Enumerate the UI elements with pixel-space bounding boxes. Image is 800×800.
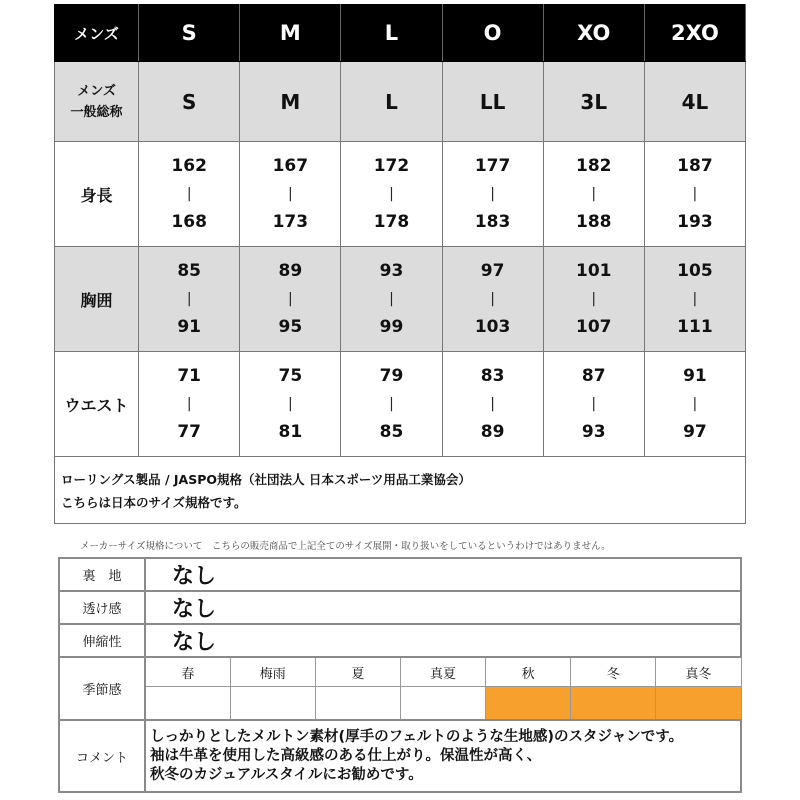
- season-name-cell: 春: [145, 657, 230, 687]
- general-size-cell: 3L: [543, 62, 644, 142]
- range-separator: |: [591, 396, 597, 412]
- height-min: 172: [373, 156, 410, 176]
- range-separator: |: [186, 291, 192, 307]
- range-separator: |: [287, 396, 293, 412]
- sheer-value: なし: [145, 591, 741, 624]
- chest-min: 105: [677, 261, 713, 281]
- season-indicator-cell: [656, 687, 741, 721]
- season-header-row: [59, 657, 741, 687]
- waist-range-cell: [644, 352, 745, 457]
- size-o-header: O: [442, 5, 543, 62]
- lining-label: 裏 地: [59, 558, 145, 591]
- season-name-cell: 真冬: [656, 657, 741, 687]
- height-max: 173: [272, 212, 309, 232]
- waist-max: 97: [683, 422, 707, 442]
- general-size-label: [55, 62, 139, 142]
- size-xo-header: XO: [543, 5, 644, 62]
- height-min: 162: [171, 156, 207, 176]
- season-indicator-cell: [145, 687, 230, 721]
- waist-min: 75: [278, 366, 303, 386]
- general-size-cell: 4L: [644, 62, 745, 142]
- comment-line3: 秋冬のカジュアルスタイルにお勧めです。: [150, 766, 423, 783]
- size-standard-note: [55, 457, 746, 524]
- chest-range-cell: [240, 247, 341, 352]
- height-max: 178: [373, 212, 410, 232]
- header-label: メンズ: [55, 5, 139, 62]
- height-range-cell: [139, 142, 240, 247]
- comment-line2: 袖は牛革を使用した高級感のある仕上がり。保温性が高く、: [150, 747, 542, 764]
- stretch-value: なし: [145, 624, 741, 657]
- comment-label: コメント: [59, 720, 145, 792]
- range-separator: |: [591, 291, 597, 307]
- range-separator: |: [692, 291, 698, 307]
- season-indicator-cell: [400, 687, 485, 721]
- range-separator: |: [389, 396, 394, 412]
- chest-range-cell: [341, 247, 442, 352]
- stretch-label: 伸縮性: [59, 624, 145, 657]
- waist-row: [55, 352, 746, 457]
- size-l-header: L: [341, 5, 442, 62]
- season-name-cell: 真夏: [400, 657, 485, 687]
- chest-max: 103: [474, 317, 511, 337]
- season-indicator-cell: [571, 687, 656, 721]
- range-separator: |: [186, 186, 192, 202]
- product-info-table: [58, 557, 742, 793]
- season-name-cell: 夏: [315, 657, 400, 687]
- chest-range-cell: [442, 247, 543, 352]
- waist-max: 93: [581, 422, 606, 442]
- waist-max: 77: [177, 422, 202, 442]
- chest-max: 95: [278, 317, 303, 337]
- waist-max: 85: [379, 422, 404, 442]
- waist-label: ウエスト: [55, 352, 139, 457]
- range-separator: |: [490, 291, 495, 307]
- waist-min: 87: [581, 366, 606, 386]
- range-separator: |: [692, 186, 698, 202]
- waist-max: 81: [278, 422, 303, 442]
- size-disclaimer: メーカーサイズ規格について こちらの販売商品で上記全てのサイズ展開・取り扱いをしているというわけではありません。: [80, 541, 611, 552]
- general-size-row: [55, 62, 746, 142]
- height-range-cell: [543, 142, 644, 247]
- chest-range-cell: [644, 247, 745, 352]
- general-size-cell: LL: [442, 62, 543, 142]
- height-max: 188: [575, 212, 612, 232]
- lining-row: [59, 558, 741, 591]
- height-range-cell: [442, 142, 543, 247]
- season-indicator-cell: [315, 687, 400, 721]
- waist-min: 79: [379, 366, 404, 386]
- chest-label: 胸囲: [55, 247, 139, 352]
- season-label: 季節感: [59, 657, 145, 720]
- height-min: 182: [575, 156, 612, 176]
- stretch-row: [59, 624, 741, 657]
- season-name-cell: 秋: [486, 657, 571, 687]
- general-label-line1: メンズ: [77, 83, 116, 99]
- sheer-row: [59, 591, 741, 624]
- waist-range-cell: [543, 352, 644, 457]
- lining-value: なし: [145, 558, 741, 591]
- height-range-cell: [644, 142, 745, 247]
- chest-max: 111: [677, 317, 713, 337]
- sheer-label: 透け感: [59, 591, 145, 624]
- waist-range-cell: [442, 352, 543, 457]
- height-range-cell: [341, 142, 442, 247]
- range-separator: |: [490, 396, 495, 412]
- season-name-cell: 冬: [571, 657, 656, 687]
- size-s-header: S: [139, 5, 240, 62]
- waist-range-cell: [341, 352, 442, 457]
- chest-min: 89: [278, 261, 303, 281]
- chest-min: 97: [480, 261, 505, 281]
- general-label-line2: 一般総称: [70, 104, 123, 120]
- waist-range-cell: [139, 352, 240, 457]
- chest-max: 99: [379, 317, 404, 337]
- waist-min: 83: [480, 366, 505, 386]
- chest-min: 101: [575, 261, 612, 281]
- size-2xo-header: 2XO: [644, 5, 745, 62]
- range-separator: |: [287, 186, 293, 202]
- season-value-row: [59, 687, 741, 721]
- comment-row: [59, 720, 741, 792]
- chest-range-cell: [543, 247, 644, 352]
- height-label: 身長: [55, 142, 139, 247]
- general-size-cell: S: [139, 62, 240, 142]
- size-chart-table: [54, 4, 746, 524]
- season-name-cell: 梅雨: [230, 657, 315, 687]
- range-separator: |: [186, 396, 192, 412]
- range-separator: |: [591, 186, 597, 202]
- comment-text: [145, 720, 741, 792]
- waist-min: 71: [177, 366, 202, 386]
- range-separator: |: [287, 291, 293, 307]
- chest-min: 85: [177, 261, 202, 281]
- height-max: 183: [474, 212, 511, 232]
- height-max: 168: [171, 212, 207, 232]
- general-size-cell: M: [240, 62, 341, 142]
- range-separator: |: [490, 186, 495, 202]
- season-indicator-cell: [486, 687, 571, 721]
- height-min: 167: [272, 156, 309, 176]
- waist-max: 89: [480, 422, 505, 442]
- season-indicator-cell: [230, 687, 315, 721]
- note-row: [55, 457, 746, 524]
- range-separator: |: [389, 291, 394, 307]
- chest-max: 107: [575, 317, 612, 337]
- range-separator: |: [389, 186, 394, 202]
- chest-min: 93: [379, 261, 404, 281]
- size-m-header: M: [240, 5, 341, 62]
- note-line1: ローリングス製品 / JASPO規格（社団法人 日本スポーツ用品工業協会）: [61, 472, 471, 487]
- chest-max: 91: [177, 317, 202, 337]
- height-range-cell: [240, 142, 341, 247]
- general-size-cell: L: [341, 62, 442, 142]
- waist-min: 91: [683, 366, 707, 386]
- chest-range-cell: [139, 247, 240, 352]
- comment-line1: しっかりとしたメルトン素材(厚手のフェルトのような生地感)のスタジャンです。: [150, 728, 684, 745]
- height-min: 177: [474, 156, 511, 176]
- waist-range-cell: [240, 352, 341, 457]
- height-row: [55, 142, 746, 247]
- chest-row: [55, 247, 746, 352]
- range-separator: |: [692, 396, 698, 412]
- height-max: 193: [677, 212, 713, 232]
- height-min: 187: [677, 156, 713, 176]
- size-header-row: [55, 5, 746, 62]
- note-line2: こちらは日本のサイズ規格です。: [61, 495, 247, 510]
